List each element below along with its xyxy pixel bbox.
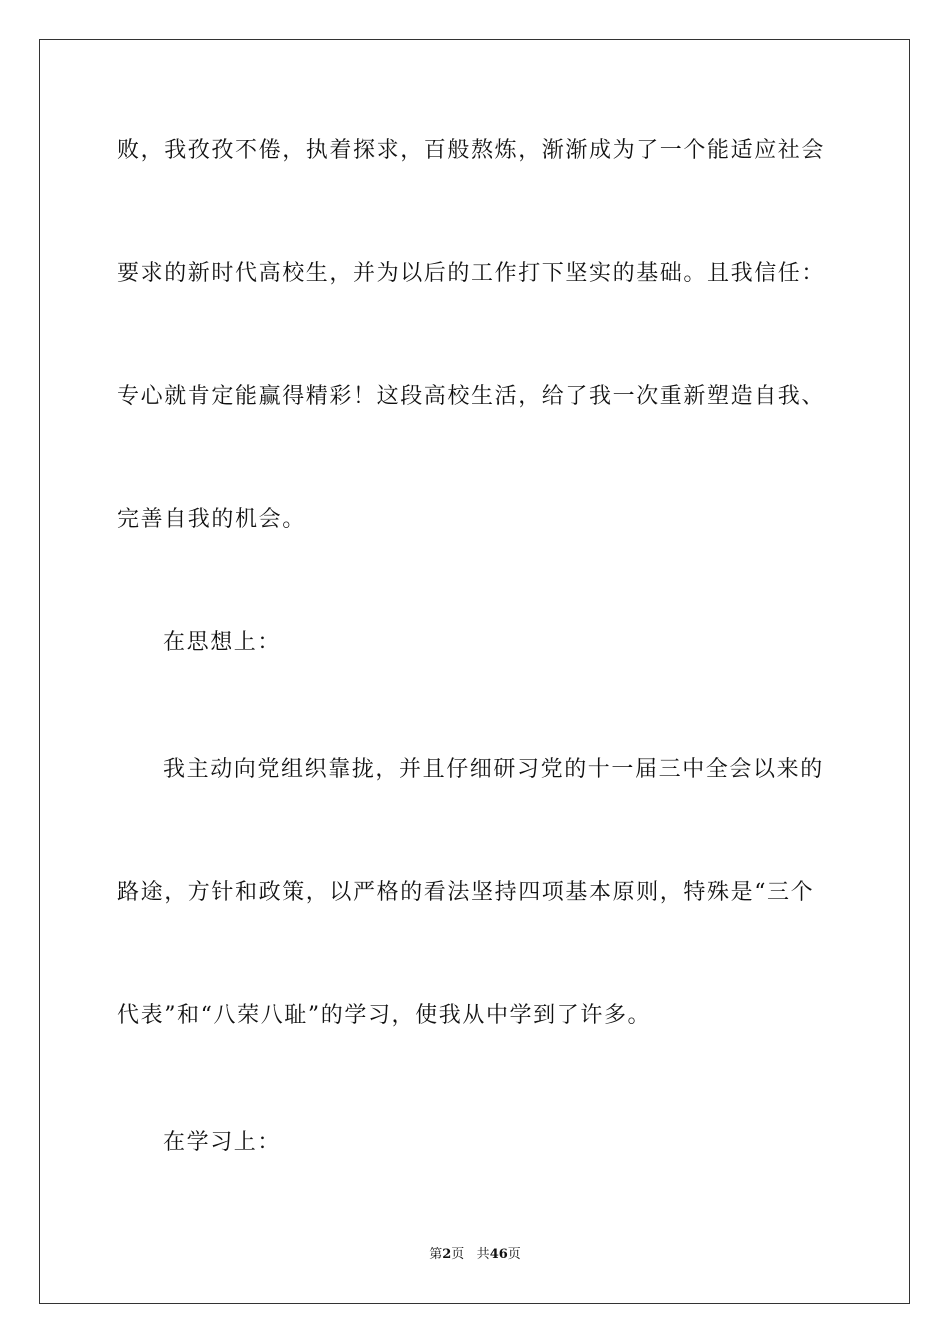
footer-total-prefix: 共 bbox=[476, 1247, 490, 1262]
body-line-3: 专心就肯定能赢得精彩！这段高校生活，给了我一次重新塑造自我、 bbox=[117, 384, 826, 409]
footer-page-suffix: 页 bbox=[451, 1247, 465, 1262]
footer-total-pages: 46 bbox=[489, 1247, 508, 1262]
body-line-1: 败，我孜孜不倦，执着探求，百般熬炼，渐渐成为了一个能适应社会 bbox=[117, 138, 826, 163]
body-line-2: 要求的新时代高校生，并为以后的工作打下坚实的基础。且我信任： bbox=[117, 261, 826, 286]
body-line-7: 路途，方针和政策，以严格的看法坚持四项基本原则，特殊是“三个 bbox=[117, 880, 815, 905]
page-footer bbox=[0, 1246, 950, 1264]
body-line-6: 我主动向党组织靠拢，并且仔细研习党的十一届三中全会以来的 bbox=[163, 757, 824, 782]
footer-total-suffix: 页 bbox=[507, 1247, 521, 1262]
footer-page-number: 2 bbox=[442, 1247, 452, 1262]
section-heading-thought: 在思想上： bbox=[163, 630, 282, 655]
section-heading-study: 在学习上： bbox=[163, 1130, 282, 1155]
page-frame bbox=[39, 39, 910, 1304]
footer-page-prefix: 第 bbox=[429, 1247, 443, 1262]
body-line-4: 完善自我的机会。 bbox=[117, 507, 306, 532]
body-line-8: 代表”和“八荣八耻”的学习，使我从中学到了许多。 bbox=[117, 1003, 652, 1028]
